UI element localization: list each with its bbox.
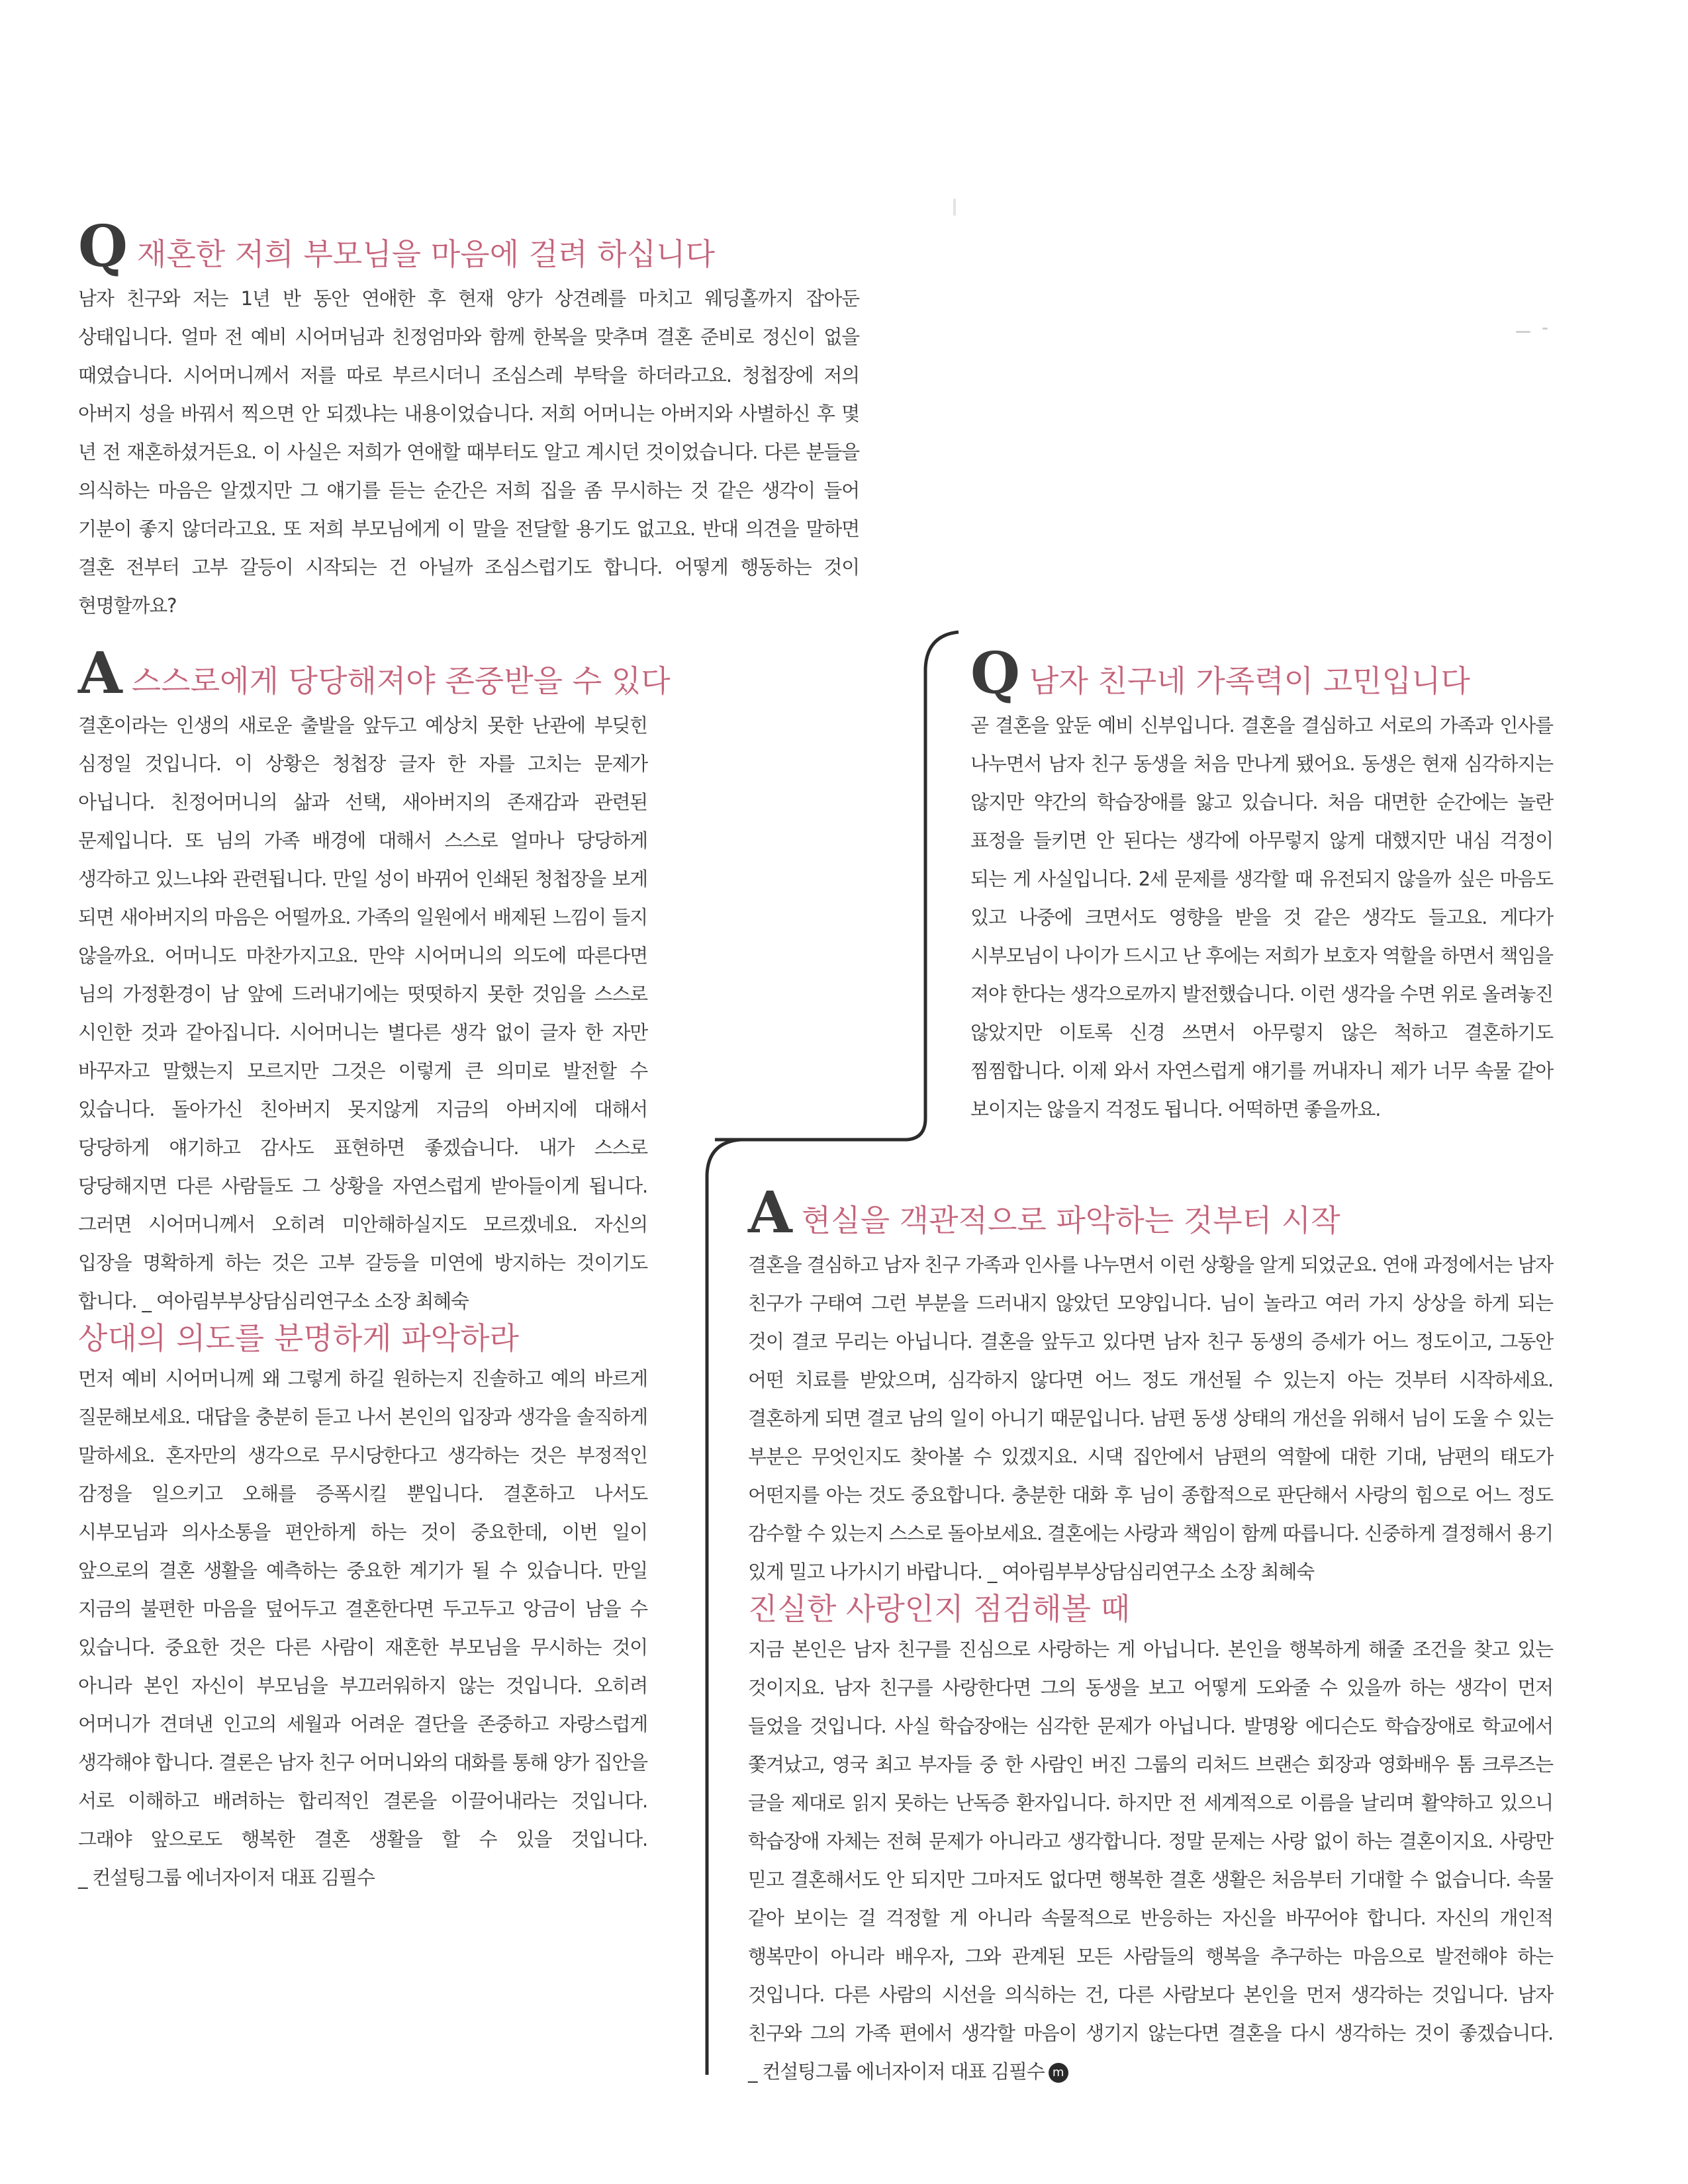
question-1-title: 재혼한 저희 부모님을 마음에 걸려 하십니다: [136, 236, 715, 272]
question-2-title: 남자 친구네 가족력이 고민입니다: [1029, 662, 1470, 699]
scan-speck: [1516, 331, 1530, 333]
answer-2-signature: _ 여아림부부상담심리연구소 소장 최혜숙: [987, 1561, 1315, 1583]
answer-2-text: 결혼을 결심하고 남자 친구 가족과 인사를 나누면서 이런 상황을 알게 되었군요. 연애 과정에서는 남자 친구가 구태여 그런 부분을 드러내지 않았던 모양입니다. 님이 놀라고 여러 가지 상상을 하게 되는 것이 결코 무리는 아닙니다. 결혼을 앞두고 있다면 남자 친구 동생의 증세가 어느 정도이고, 그동안 어떤 치료를 받았으며, 심각하지 않다면 어느 정도 개선될 수 있는지 아는 것부터 시작하세요. 결혼하게 되면 결코 남의 일이 아니기 때문입니다. 남편 동생 상태의 개선을 위해서 님이 도울 수 있는 부분은 무엇인지도 찾아볼 수 있겠지요. 시댁 집안에서 남편의 역할에 대한 기대, 남편의 태도가 어떤지를 아는 것도 중요합니다. 충분한 대화 후 님이 종합적으로 판단해서 사랑의 힘으로 어느 정도 감수할 수 있는지 스스로 돌아보세요. 결혼에는 사랑과 책임이 함께 따릅니다. 신중하게 결정해서 용기 있게 밀고 나가시기 바랍니다.: [748, 1253, 1553, 1583]
question-2-body: 곧 결혼을 앞둔 예비 신부입니다. 결혼을 결심하고 서로의 가족과 인사를 나누면서 남자 친구 동생을 처음 만나게 됐어요. 동생은 현재 심각하지는 않지만 약간의 학습장애를 앓고 있습니다. 처음 대면한 순간에는 놀란 표정을 들키면 안 된다는 생각에 아무렇지 않게 대했지만 내심 걱정이 되는 게 사실입니다. 2세 문제를 생각할 때 유전되지 않을까 싶은 마음도 있고 나중에 크면서도 영향을 받을 것 같은 생각도 들고요. 게다가 시부모님이 나이가 드시고 난 후에는 저희가 보호자 역할을 하면서 책임을 져야 한다는 생각으로까지 발전했습니다. 이런 생각을 수면 위로 올려놓진 않았지만 이토록 신경 쓰면서 아무렇지 않은 척하고 결혼하기도 찜찜합니다. 이제 와서 자연스럽게 얘기를 꺼내자니 제가 너무 속물 같아 보이지는 않을지 걱정도 됩니다. 어떡하면 좋을까요.: [970, 714, 1553, 1120]
answer-1-title: 스스로에게 당당해져야 존중받을 수 있다: [131, 662, 671, 699]
bracket-line-upper: [715, 632, 959, 1140]
answer-2-body: [748, 1246, 1553, 1591]
answer-1-signature: _ 여아림부부상담심리연구소 소장 최혜숙: [142, 1290, 469, 1312]
answer-2-text-2: 지금 본인은 남자 친구를 진심으로 사랑하는 게 아닙니다. 본인을 행복하게 해줄 조건을 찾고 있는 것이지요. 남자 친구를 사랑한다면 그의 동생을 보고 어떻게 도와줄 수 있을까 하는 생각이 먼저 들었을 것입니다. 사실 학습장애는 심각한 문제가 아닙니다. 발명왕 에디슨도 학습장애로 학교에서 쫓겨났고, 영국 최고 부자들 중 한 사람인 버진 그룹의 리처드 브랜슨 회장과 영화배우 톰 크루즈는 글을 제대로 읽지 못하는 난독증 환자입니다. 하지만 전 세계적으로 이름을 날리며 활약하고 있으니 학습장애 자체는 전혀 문제가 아니라고 생각합니다. 정말 문제는 사랑 없이 하는 결혼이지요. 사랑만 믿고 결혼해서도 안 되지만 그마저도 없다면 행복한 결혼 생활은 처음부터 기대할 수 없습니다. 속물 같아 보이는 걸 걱정할 게 아니라 속물적으로 반응하는 자신을 바꾸어야 합니다. 자신의 개인적 행복만이 아니라 배우자, 그와 관계된 모든 사람들의 행복을 추구하는 마음으로 발전해야 하는 것입니다. 다른 사람의 시선을 의식하는 건, 다른 사람보다 본인을 먼저 생각하는 것입니다. 남자 친구와 그의 가족 편에서 생각할 마음이 생기지 않는다면 결혼을 다시 생각하는 것이 좋겠습니다.: [748, 1638, 1553, 2045]
answer-2: [748, 1179, 1553, 2091]
answer-letter: A: [748, 1179, 792, 1246]
bracket-line-lower: [707, 1140, 741, 2075]
answer-1: [78, 640, 671, 1897]
answer-2-heading: [748, 1179, 1553, 1246]
answer-2-signature-2: _ 컨설팅그룹 에너자이저 대표 김필수: [748, 2060, 1045, 2083]
answer-2-title: 현실을 객관적으로 파악하는 것부터 시작: [801, 1202, 1340, 1238]
answer-letter: A: [78, 640, 122, 707]
answer-1-body-2: [78, 1359, 647, 1897]
question-letter: Q: [970, 640, 1020, 707]
question-2-heading: [970, 640, 1553, 707]
answer-1-subtitle: 상대의 의도를 분명하게 파악하라: [78, 1320, 519, 1356]
answer-2-body-2: [748, 1630, 1553, 2091]
answer-1-signature-2: _ 컨설팅그룹 에너자이저 대표 김필수: [78, 1866, 375, 1889]
answer-1-text: 결혼이라는 인생의 새로운 출발을 앞두고 예상치 못한 난관에 부딪힌 심정일 것입니다. 이 상황은 청첩장 글자 한 자를 고치는 문제가 아닙니다. 친정어머니의 삶과 선택, 새아버지의 존재감과 관련된 문제입니다. 또 님의 가족 배경에 대해서 스스로 얼마나 당당하게 생각하고 있느냐와 관련됩니다. 만일 성이 바뀌어 인쇄된 청첩장을 보게 되면 새아버지의 마음은 어떨까요. 가족의 일원에서 배제된 느낌이 들지 않을까요. 어머니도 마찬가지고요. 만약 시어머니의 의도에 따른다면 님의 가정환경이 남 앞에 드러내기에는 떳떳하지 못한 것임을 스스로 시인한 것과 같아집니다. 시어머니는 별다른 생각 없이 글자 한 자만 바꾸자고 말했는지 모르지만 그것은 이렇게 큰 의미로 발전할 수 있습니다. 돌아가신 친아버지 못지않게 지금의 아버지에 대해서 당당하게 얘기하고 감사도 표현하면 좋겠습니다. 내가 스스로 당당해지면 다른 사람들도 그 상황을 자연스럽게 받아들이게 됩니다. 그러면 시어머니께서 오히려 미안해하실지도 모르겠네요. 자신의 입장을 명확하게 하는 것은 고부 갈등을 미연에 방지하는 것이기도 합니다.: [78, 714, 647, 1312]
question-letter: Q: [78, 213, 128, 280]
question-1: [78, 213, 859, 625]
scan-speck: [1542, 328, 1548, 330]
question-2: [970, 640, 1553, 1128]
scan-speck: [953, 199, 956, 216]
question-1-body: 남자 친구와 저는 1년 반 동안 연애한 후 현재 양가 상견례를 마치고 웨딩홀까지 잡아둔 상태입니다. 얼마 전 예비 시어머님과 친정엄마와 함께 한복을 맞추며 결혼 준비로 정신이 없을 때였습니다. 시어머니께서 저를 따로 부르시더니 조심스레 부탁을 하더라고요. 청첩장에 저의 아버지 성을 바꿔서 찍으면 안 되겠냐는 내용이었습니다. 저희 어머니는 아버지와 사별하신 후 몇 년 전 재혼하셨거든요. 이 사실은 저희가 연애할 때부터도 알고 계시던 것이었습니다. 다른 분들을 의식하는 마음은 알겠지만 그 얘기를 듣는 순간은 저희 집을 좀 무시하는 것 같은 생각이 들어 기분이 좋지 않더라고요. 또 저희 부모님에게 이 말을 전달할 용기도 없고요. 반대 의견을 말하면 결혼 전부터 고부 갈등이 시작되는 건 아닐까 조심스럽기도 합니다. 어떻게 행동하는 것이 현명할까요?: [78, 287, 859, 617]
answer-1-heading: [78, 640, 671, 707]
answer-2-subtitle: 진실한 사랑인지 점검해볼 때: [748, 1591, 1131, 1627]
question-1-heading: [78, 213, 859, 280]
answer-1-body: [78, 706, 647, 1320]
page-number-badge: m: [1049, 2063, 1068, 2083]
answer-1-text-2: 먼저 예비 시어머니께 왜 그렇게 하길 원하는지 진솔하고 예의 바르게 질문해보세요. 대답을 충분히 듣고 나서 본인의 입장과 생각을 솔직하게 말하세요. 혼자만의 생각으로 무시당한다고 생각하는 것은 부정적인 감정을 일으키고 오해를 증폭시킬 뿐입니다. 결혼하고 나서도 시부모님과 의사소통을 편안하게 하는 것이 중요한데, 이번 일이 앞으로의 결혼 생활을 예측하는 중요한 계기가 될 수 있습니다. 만일 지금의 불편한 마음을 덮어두고 결혼한다면 두고두고 앙금이 남을 수 있습니다. 중요한 것은 다른 사람이 재혼한 부모님을 무시하는 것이 아니라 본인 자신이 부모님을 부끄러워하지 않는 것입니다. 오히려 어머니가 견뎌낸 인고의 세월과 어려운 결단을 존중하고 자랑스럽게 생각해야 합니다. 결론은 남자 친구 어머니와의 대화를 통해 양가 집안을 서로 이해하고 배려하는 합리적인 결론을 이끌어내라는 것입니다. 그래야 앞으로도 행복한 결혼 생활을 할 수 있을 것입니다.: [78, 1367, 647, 1851]
